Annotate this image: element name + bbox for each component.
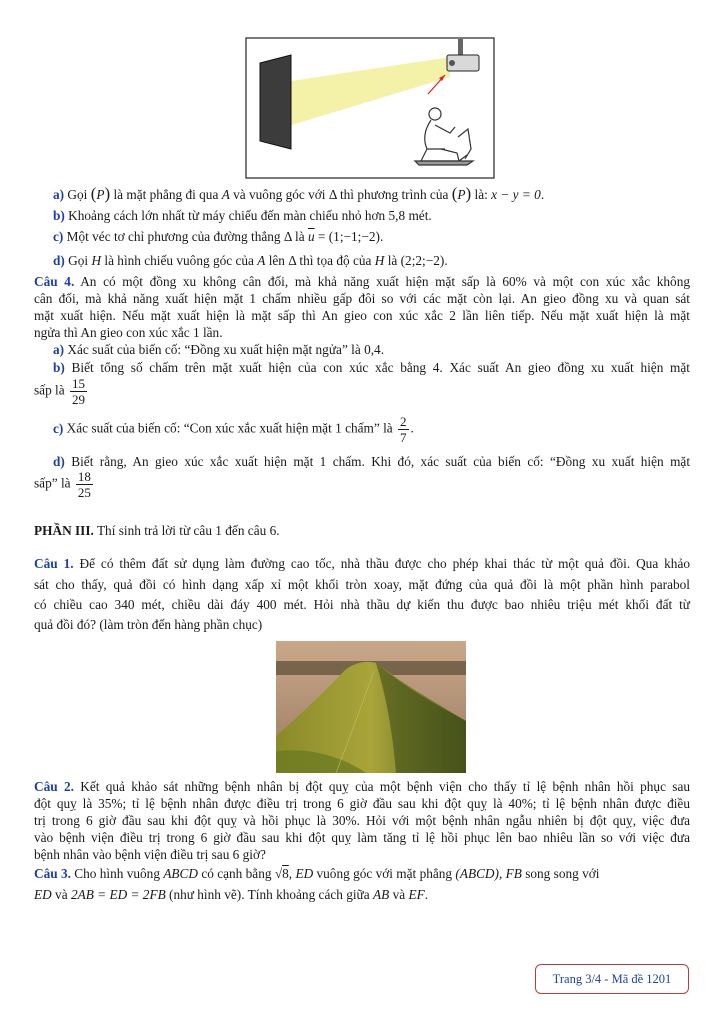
fraction-18-25: $\frac{18}{25}$ bbox=[77, 469, 91, 500]
prev-item-c: c) Một véc tơ chỉ phương của đường thẳng Δ là $\overline{u}$ = (1;−1;−2). bbox=[53, 229, 384, 244]
q4-item-b-cont: sấp là $\frac{15}{29}$ bbox=[34, 376, 85, 407]
sqrt-sign: √ bbox=[274, 866, 283, 881]
fraction-15-29: $\frac{15}{29}$ bbox=[71, 376, 85, 407]
q4-item-b: b) Biết tổng số chấm trên mặt xuất hiện của con xúc xắc bằng 4. Xác suất An gieo đồng xu xuất hiện mặt bbox=[53, 360, 690, 375]
q4-line3: mặt xuất hiện. Nếu mặt xuất hiện là mặt sấp thì An gieo con xúc xắc 2 lần liên tiếp. Nếu mặt xuất hiện là mặt bbox=[34, 308, 690, 323]
projector-figure bbox=[245, 37, 495, 179]
q4-item-d: d) Biết rằng, An gieo xúc xắc xuất hiện mặt 1 chấm. Khi đó, xác suất của biến cố: “Đồng xu xuất hiện mặt bbox=[53, 454, 691, 469]
p3q2-line2: đột quỵ là 35%; tỉ lệ bệnh nhân được điều trị trong 6 giờ đầu sau khi đột quỵ là 40%; tỉ lệ bệnh nhân được điều bbox=[34, 796, 690, 811]
p3q1-line2: sát cho thấy, quả đồi có hình dạng xấp xỉ một khối tròn xoay, mặt đứng của quả đồi là một phần hình parabol bbox=[34, 577, 690, 592]
prev-item-d: d) Gọi H là hình chiếu vuông góc của A lên Δ thì tọa độ của H là (2;2;−2). bbox=[53, 253, 448, 268]
fraction-2-7: $\frac{2}{7}$ bbox=[400, 414, 407, 445]
p3q2-line3: trị trong 6 giờ đầu sau khi đột quỵ và hồi phục là 30%. Hỏi với một bệnh nhân ngẫu nhiên bị đột quỵ, việc đưa bbox=[34, 813, 690, 828]
projection-screen bbox=[260, 55, 291, 149]
p3q2-line5: bệnh nhân vào bệnh viện điều trị sau 6 giờ? bbox=[34, 847, 266, 862]
q4-item-d-cont: sấp” là $\frac{18}{25}$ bbox=[34, 469, 91, 500]
prev-item-b: b) Khoảng cách lớn nhất từ máy chiếu đến màn chiếu nhỏ hơn 5,8 mét. bbox=[53, 208, 432, 223]
p3q2-line1: Câu 2. Kết quả khảo sát những bệnh nhân bị đột quỵ của một bệnh viện cho thấy tỉ lệ bệnh nhân hồi phục sau bbox=[34, 779, 690, 794]
p3q1-line1: Câu 1. Để có thêm đất sử dụng làm đường cao tốc, nhà thầu được cho phép khai thác từ một quả đồi. Qua khảo bbox=[34, 556, 690, 571]
p3q2-line4: vào bệnh viện điều trị trong 6 giờ đầu sau khi đột quỵ làm tăng tỉ lệ hồi phục lên bao nhiêu lần so với việc đưa bbox=[34, 830, 690, 845]
q4-line4: ngửa thì An gieo con xúc xắc 1 lần. bbox=[34, 325, 223, 340]
q4-line2: cân đối, mà khả năng xuất hiện mặt 1 chấm nhiều gấp đôi so với các mặt còn lại. An gieo đồng xu và quan sát bbox=[34, 291, 690, 306]
p3q3-line2: ED và 2AB = ED = 2FB (như hình vẽ). Tính khoảng cách giữa AB và EF. bbox=[34, 887, 429, 902]
hill-photo bbox=[276, 641, 466, 773]
q4-item-a: a) Xác suất của biến cố: “Đồng xu xuất hiện mặt ngửa” là 0,4. bbox=[53, 342, 385, 357]
part3-heading: PHẦN III. Thí sinh trả lời từ câu 1 đến câu 6. bbox=[34, 523, 280, 538]
p3q1-line4: quả đồi đó? (làm tròn đến hàng phần chục) bbox=[34, 617, 263, 632]
page-footer-label: Trang 3/4 - Mã đề 1201 bbox=[535, 964, 689, 994]
q4-item-c: c) Xác suất của biến cố: “Con xúc xắc xuất hiện mặt 1 chấm” là $\frac{2}{7}$ . bbox=[53, 414, 414, 445]
p3q3-line1: Câu 3. Cho hình vuông ABCD có cạnh bằng √8, ED vuông góc với mặt phẳng (ABCD), FB song song với bbox=[34, 866, 600, 881]
q4-line1: Câu 4. An có một đồng xu không cân đối, mà khả năng xuất hiện mặt sấp là 60% và một con xúc xắc không bbox=[34, 274, 690, 289]
p3q1-line3: có chiều cao 340 mét, chiều dài đáy 400 mét. Hỏi nhà thầu dự kiến thu được bao nhiêu triệu mét khối đất từ bbox=[34, 597, 690, 612]
ceiling-mount bbox=[458, 39, 463, 55]
prev-item-a: a) Gọi (P) là mặt phẳng đi qua A và vuông góc với Δ thì phương trình của (P) là: x − y = 0. bbox=[53, 184, 545, 203]
